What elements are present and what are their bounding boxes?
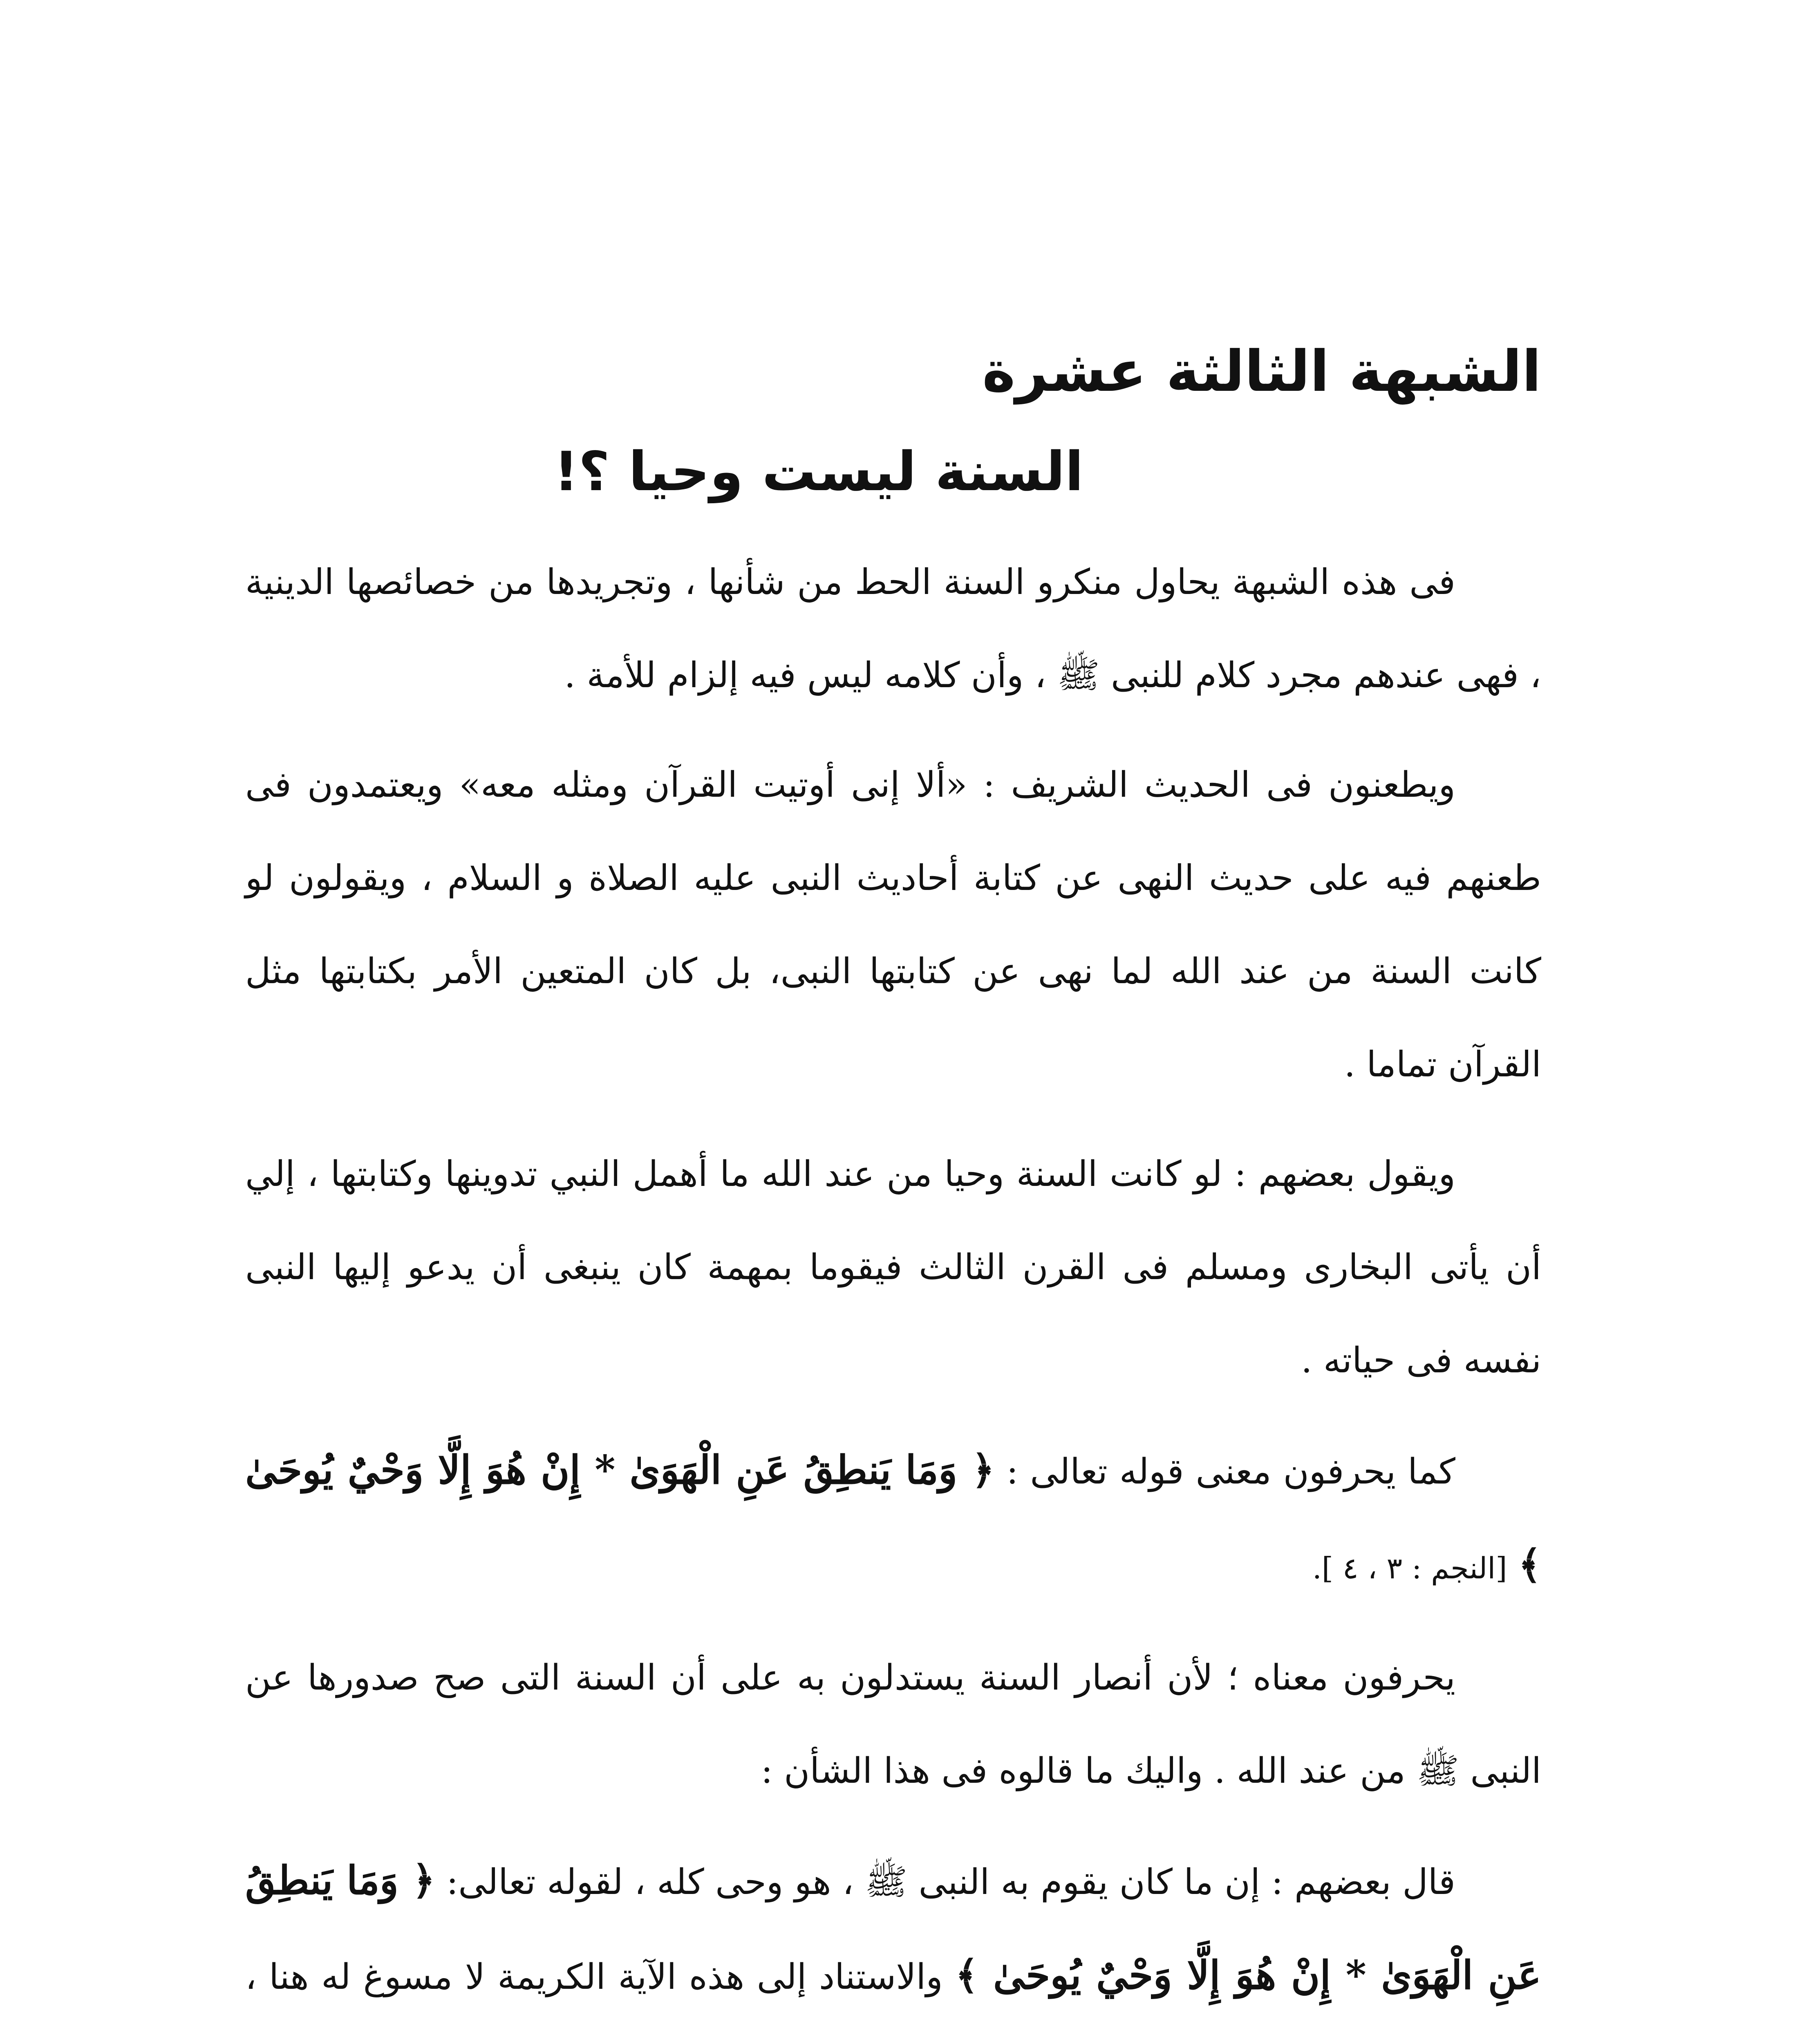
quran-verse: ﴿ وَمَا يَنطِقُ عَنِ الْهَوَىٰ * إِنْ هُوَ إِلَّا وَحْيٌ يُوحَىٰ ﴾ (245, 1447, 1541, 1588)
paragraph-5: يحرفون معناه ؛ لأن أنصار السنة يستدلون به على أن السنة التى صح صدورها عن النبى ﷺ من عند الله . واليك ما قالوه فى هذا الشأن : (245, 1657, 1541, 1791)
paragraph-4 (245, 1423, 1541, 1615)
paragraph-4-lead: كما يحرفون معنى قوله تعالى : (1006, 1451, 1455, 1492)
paragraph-6-tail: والاستناد إلى هذه الآية الكريمة لا مسوغ له هنا ، (245, 1957, 943, 1997)
paragraph-6-lead: قال بعضهم : إن ما كان يقوم به النبى ﷺ ، هو وحى كله ، لقوله تعالى: (446, 1862, 1455, 1903)
chapter-subtitle: السنة ليست وحيا ؟! (554, 440, 1083, 503)
paragraph-1: فى هذه الشبهة يحاول منكرو السنة الحط من شأنها ، وتجريدها من خصائصها الدينية ، فهى عندهم مجرد كلام للنبى ﷺ ، وأن كلامه ليس فيه إلزام للأمة . (245, 562, 1541, 696)
page-body (245, 338, 1541, 2044)
chapter-title: الشبهة الثالثة عشرة (982, 338, 1541, 404)
paragraph-6 (245, 1834, 1541, 2044)
paragraph-2: ويطعنون فى الحديث الشريف : «ألا إنى أوتيت القرآن ومثله معه» ويعتمدون فى طعنهم فيه على حديث النهى عن كتابة أحاديث النبى عليه الصلاة و السلام ، ويقولون لو كانت السنة من عند الله لما نهى عن كتابتها النبى، بل كان المتعين الأمر بكتابتها مثل القرآن تماما . (245, 764, 1541, 1085)
paragraph-3: ويقول بعضهم : لو كانت السنة وحيا من عند الله ما أهمل النبي تدوينها وكتابتها ، إلي أن يأتى البخارى ومسلم فى القرن الثالث فيقوما بمهمة كان ينبغى أن يدعو إليها النبى نفسه فى حياته . (245, 1154, 1541, 1381)
verse-reference: [النجم : ٣ ، ٤ ]. (1312, 1551, 1507, 1585)
quran-verse: ﴿ وَمَا يَنطِقُ عَنِ الْهَوَىٰ * إِنْ هُوَ إِلَّا وَحْيٌ يُوحَىٰ ﴾ (245, 1857, 1541, 1998)
